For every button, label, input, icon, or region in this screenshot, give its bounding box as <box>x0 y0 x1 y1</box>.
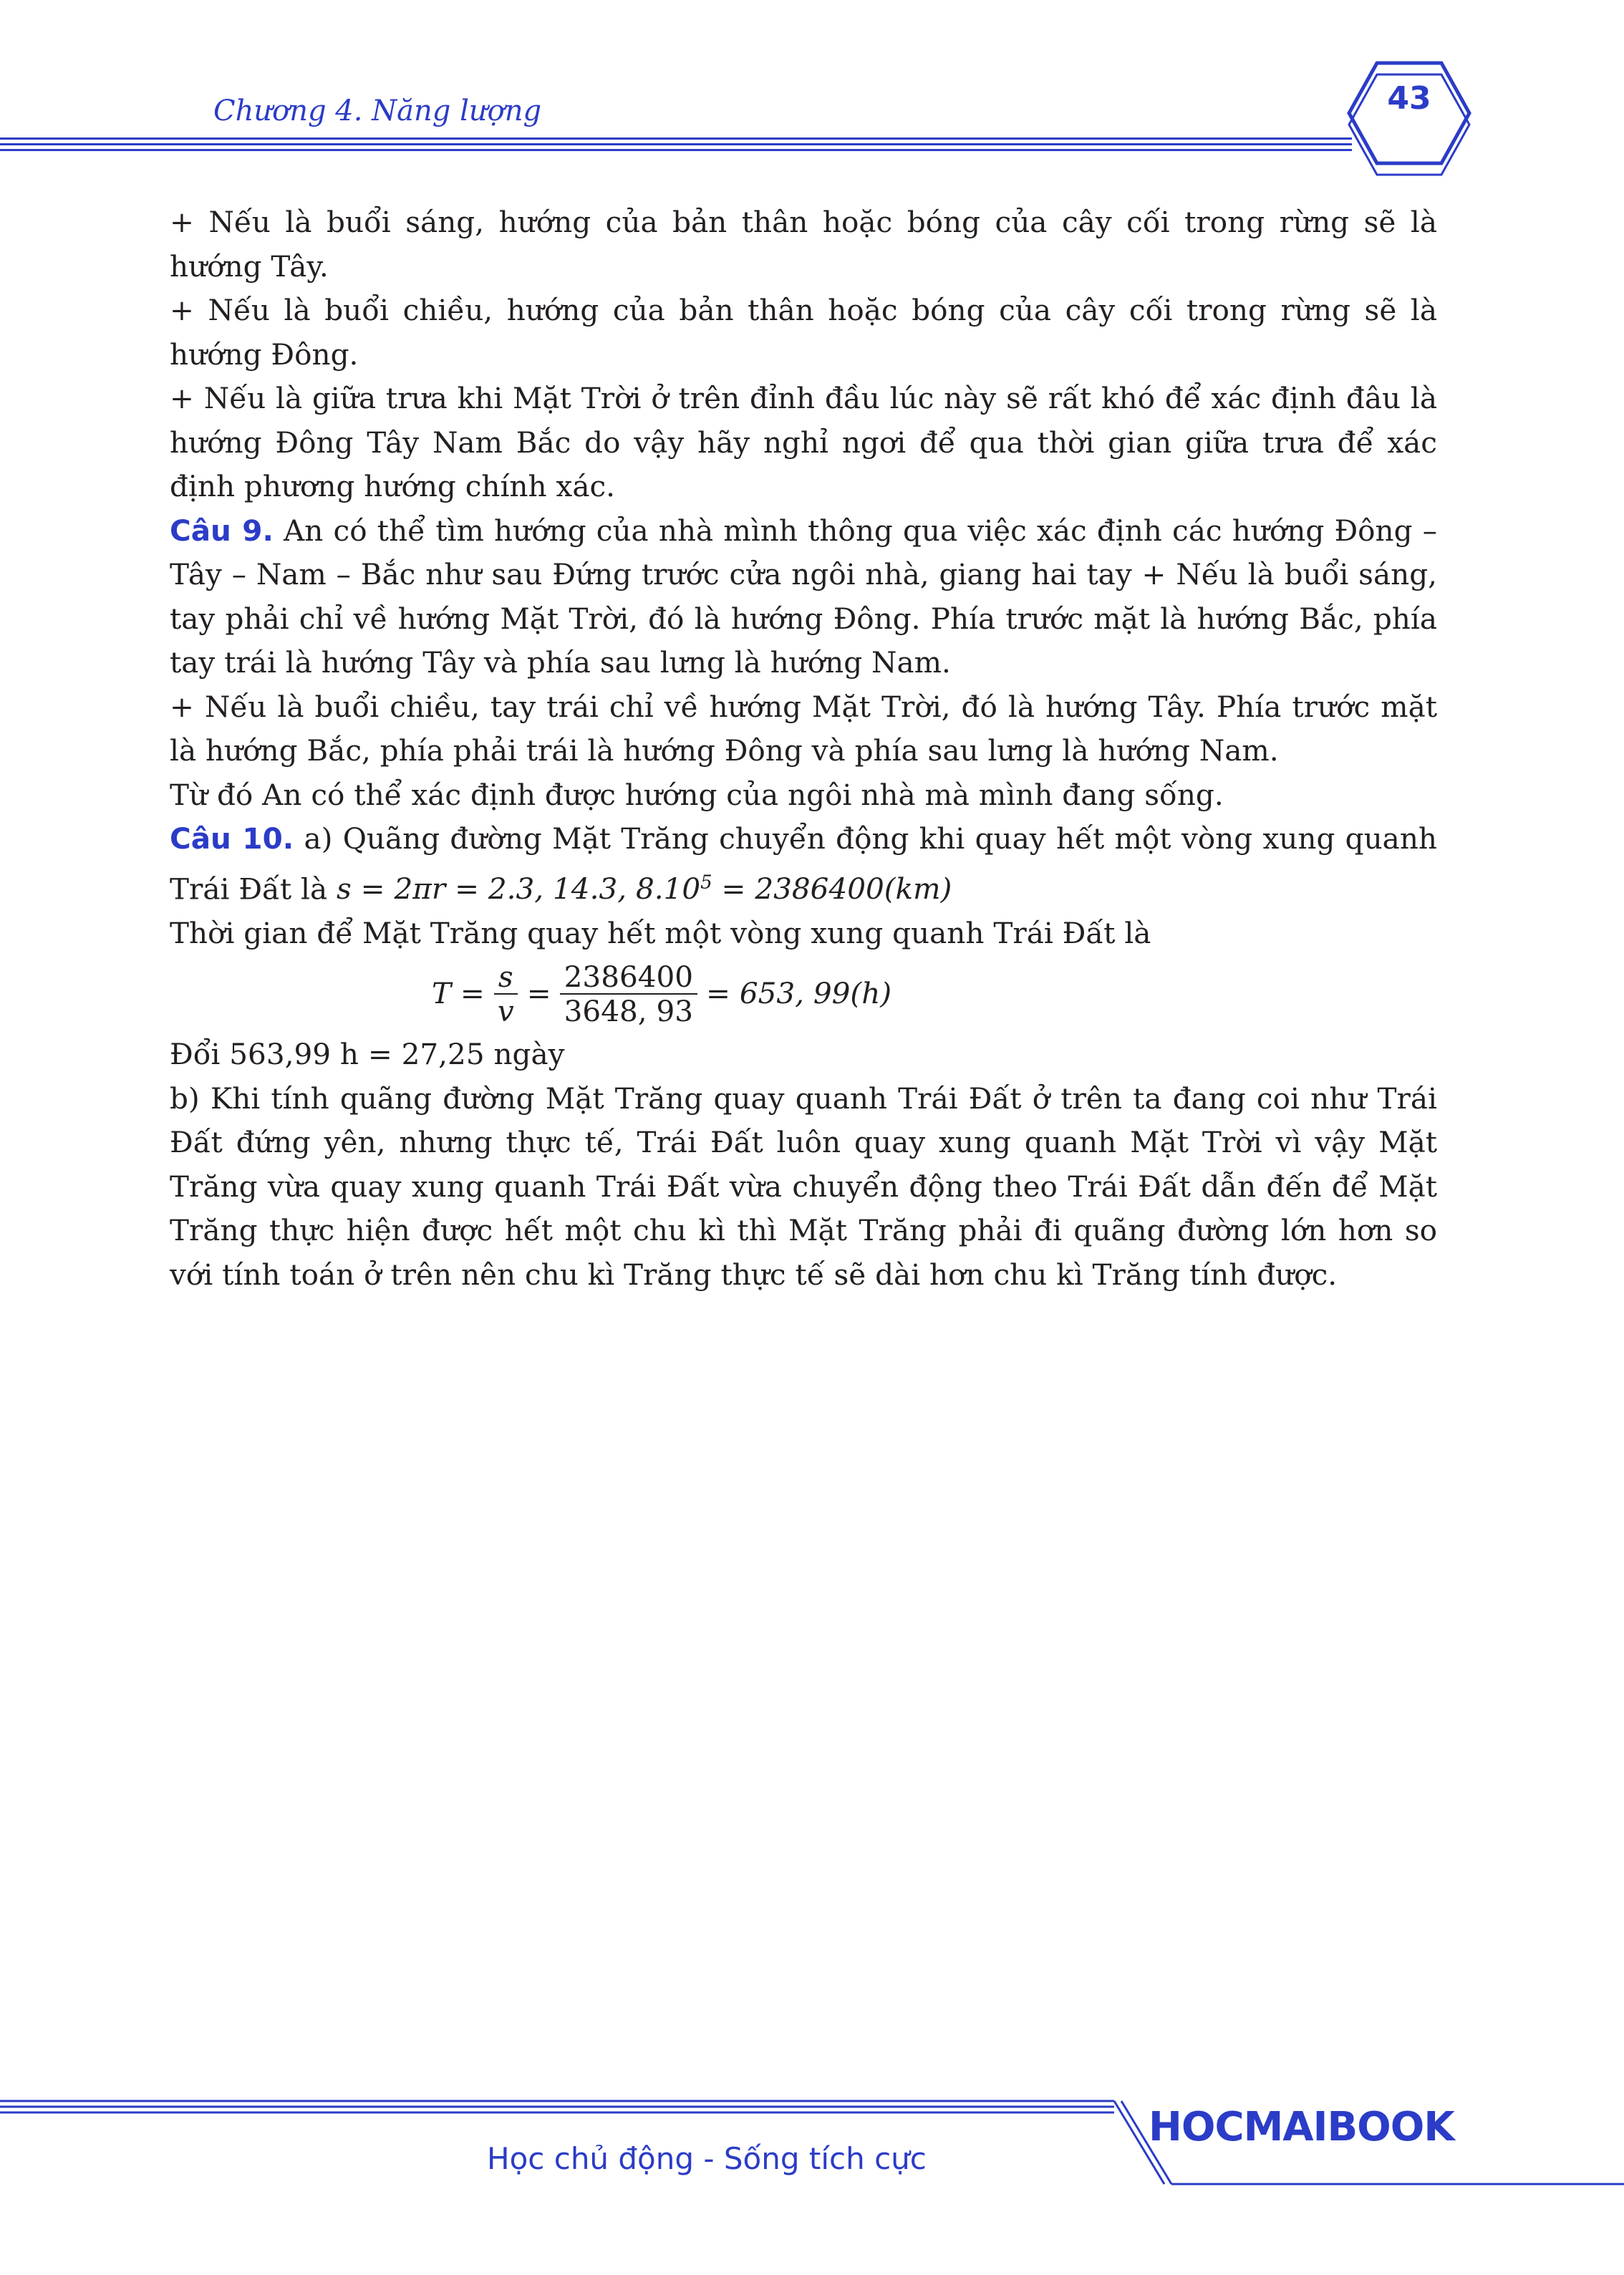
paragraph: + Nếu là giữa trưa khi Mặt Trời ở trên đỉnh đầu lúc này sẽ rất khó để xác định đâu là hướng Đông Tây Nam Bắc do vậy hãy nghỉ ngơi để qua thời gian giữa trưa để xác định phương hướng chính xác. <box>170 381 1437 503</box>
paragraph: b) Khi tính quãng đường Mặt Trăng quay quanh Trái Đất ở trên ta đang coi như Trái Đất đứng yên, nhưng thực tế, Trái Đất luôn quay xung quanh Mặt Trời vì vậy Mặt Trăng vừa quay xung quanh Trái Đất vừa chuyển động theo Trái Đất dẫn đến để Mặt Trăng thực hiện được hết một chu kì thì Mặt Trăng phải đi quãng đường lớn hơn so với tính toán ở trên nên chu kì Trăng thực tế sẽ dài hơn chu kì Trăng tính được. <box>170 1081 1437 1292</box>
equals-sign: = <box>526 976 551 1011</box>
header-rule <box>0 143 1352 145</box>
paragraph: Từ đó An có thể xác định được hướng của ngôi nhà mà mình đang sống. <box>170 777 1224 812</box>
question-label: Câu 9. <box>170 513 274 548</box>
page-number-hexagon <box>1345 59 1474 180</box>
fraction <box>493 960 518 1028</box>
footer-slogan: Học chủ động - Sống tích cực <box>487 2141 927 2176</box>
fraction <box>560 960 697 1028</box>
header-rule <box>0 149 1352 151</box>
numerator: s <box>494 960 518 995</box>
numerator: 2386400 <box>560 960 697 995</box>
denominator: v <box>497 994 514 1028</box>
header-rule <box>0 137 1352 140</box>
hocmaibook-logo: HOCMAIBOOK <box>1149 2104 1454 2150</box>
question-label: Câu 10. <box>170 821 294 856</box>
paragraph: + Nếu là buổi chiều, tay trái chỉ về hướng Mặt Trời, đó là hướng Tây. Phía trước mặt là hướng Bắc, phía phải trái là hướng Đông và phía sau lưng là hướng Nam. <box>170 689 1437 768</box>
chapter-title: Chương 4. Năng lượng <box>213 95 542 127</box>
question-9 <box>170 509 1437 685</box>
paragraph: Thời gian để Mặt Trăng quay hết một vòng xung quanh Trái Đất là <box>170 915 1151 950</box>
formula-lhs: T = <box>432 976 485 1011</box>
equation-period <box>432 955 1437 1033</box>
page-number: 43 <box>1387 80 1431 117</box>
paragraph: + Nếu là buổi sáng, hướng của bản thân hoặc bóng của cây cối trong rừng sẽ là hướng Tây. <box>170 205 1437 284</box>
formula-result: = 653, 99(h) <box>706 976 892 1011</box>
question-10 <box>170 817 1437 912</box>
equation-distance: s = 2πr = 2.3, 14.3, $8.10^5 = 2386400(km)$ <box>336 871 952 906</box>
paragraph: + Nếu là buổi chiều, hướng của bản thân hoặc bóng của cây cối trong rừng sẽ là hướng Đông. <box>170 293 1437 372</box>
page-content <box>170 201 1437 1297</box>
question-text: An có thể tìm hướng của nhà mình thông qua việc xác định các hướng Đông – Tây – Nam – Bắc như sau Đứng trước cửa ngôi nhà, giang hai tay + Nếu là buổi sáng, tay phải chỉ về hướng Mặt Trời, đó là hướng Đông. Phía trước mặt là hướng Bắc, phía tay trái là hướng Tây và phía sau lưng là hướng Nam. <box>170 513 1437 680</box>
denominator: 3648, 93 <box>564 994 694 1028</box>
question-text: a) Quãng đường Mặt Trăng chuyển động khi quay hết một vòng xung quanh Trái Đất là <box>170 821 1437 906</box>
paragraph: Đổi 563,99 h = 27,25 ngày <box>170 1037 565 1071</box>
